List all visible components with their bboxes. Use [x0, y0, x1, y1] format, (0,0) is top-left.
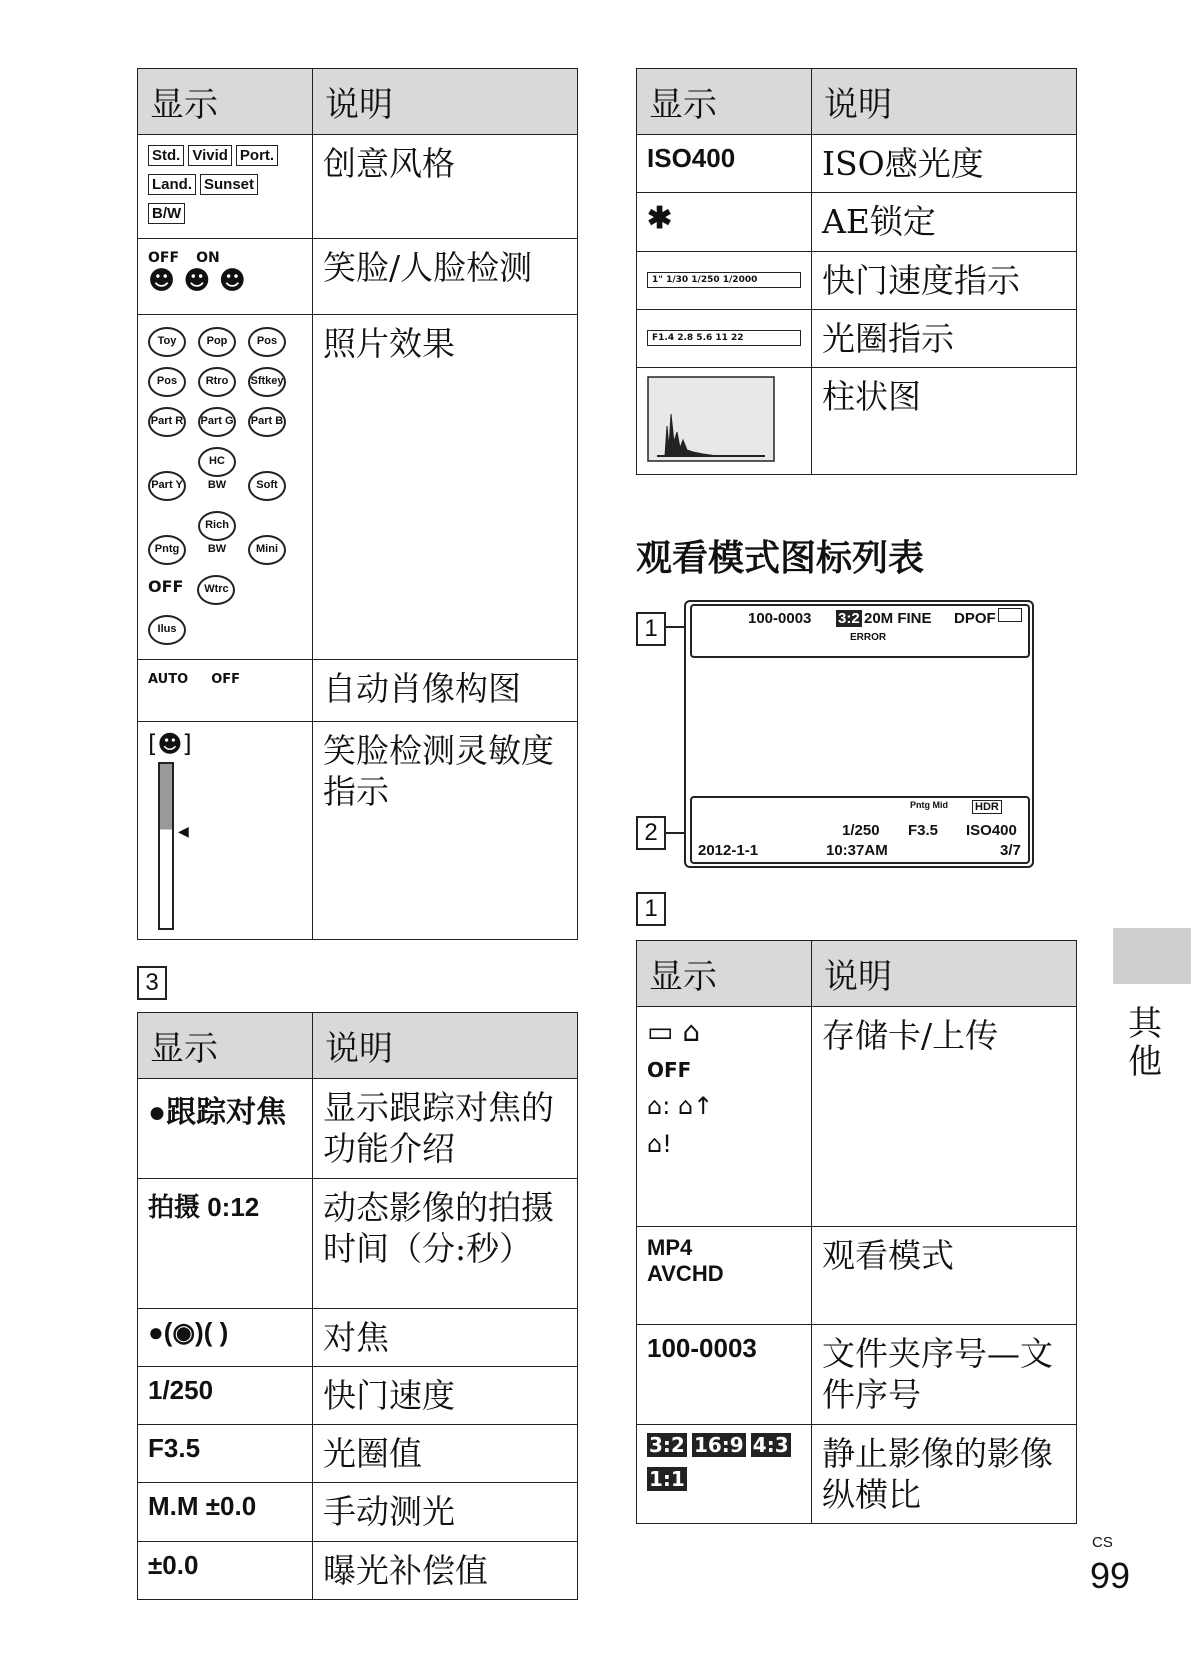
screen-dpof: DPOF: [954, 610, 996, 627]
aperture-indicator: F1.4 2.8 5.6 11 22: [637, 309, 812, 367]
playback-info-table: [636, 940, 1077, 1524]
picture-effect-icons: [138, 315, 313, 660]
shutter-indicator: 1" 1/30 1/250 1/2000: [637, 251, 812, 309]
header-display-4: 显示: [637, 941, 812, 1007]
upload-icons: ⌂: ⌂↑: [647, 1092, 714, 1120]
histogram-image: [637, 368, 812, 475]
upload-off-icon: OFF: [647, 1058, 692, 1082]
screen-pntg: Pntg Mid: [910, 800, 948, 810]
side-tab-label: 其他: [1128, 1004, 1162, 1082]
screen-error: ERROR: [850, 632, 887, 643]
screen-label-1: 1: [636, 612, 666, 646]
aspect-3-2-icon: 3:2: [649, 1432, 685, 1457]
auto-portrait-auto-icon: AUTO: [148, 672, 189, 687]
focus-desc: 对焦: [313, 1308, 578, 1366]
header-desc-2: 说明: [313, 1013, 578, 1079]
aspect-icons: [637, 1424, 812, 1524]
header-desc: 说明: [313, 69, 578, 135]
picture-effect-desc: 照片效果: [313, 315, 578, 660]
left-column: [137, 68, 578, 1600]
mini-icon: Mini: [248, 535, 286, 565]
aspect-1-1-icon: 1:1: [649, 1466, 685, 1491]
screen-label-2: 2: [636, 816, 666, 850]
aperture-desc: 光圈值: [313, 1425, 578, 1483]
part-y-icon: Part Y: [148, 471, 186, 501]
battery-icon: [998, 608, 1022, 622]
manual-metering-desc: 手动测光: [313, 1483, 578, 1541]
screen-image-size: 20M FINE: [864, 610, 932, 627]
rec-time-key: 拍摄 0:12: [138, 1178, 313, 1308]
screen-count: 3/7: [1000, 842, 1021, 859]
manual-metering-key: M.M ±0.0: [138, 1483, 313, 1541]
aperture-indicator-desc: 光圈指示: [812, 309, 1077, 367]
toy-icon: Toy: [148, 327, 186, 357]
avchd-icon: AVCHD: [647, 1261, 724, 1286]
aspect-desc: 静止影像的影像纵横比: [812, 1424, 1077, 1524]
effect-off-icon: OFF: [148, 577, 184, 596]
header-desc-4: 说明: [812, 941, 1077, 1007]
ae-lock-desc: AE锁定: [812, 193, 1077, 251]
auto-portrait-off-icon: OFF: [211, 672, 241, 687]
watercolor-icon: Wtrc: [197, 575, 235, 605]
part-b-icon: Part B: [248, 407, 286, 437]
view-mode-desc: 观看模式: [812, 1227, 1077, 1325]
header-display-2: 显示: [138, 1013, 313, 1079]
part-g-icon: Part G: [198, 407, 236, 437]
hc-bw-icon: HC BW: [198, 447, 236, 477]
iso-desc: ISO感光度: [812, 135, 1077, 193]
pos-icon: Pos: [248, 327, 286, 357]
tracking-focus-key: ●跟踪对焦: [138, 1079, 313, 1179]
land-icon: Land.: [148, 174, 196, 195]
part-r-icon: Part R: [148, 407, 186, 437]
focus-key: ●(◉)( ): [138, 1308, 313, 1366]
screen-aspect: 3:2: [838, 610, 860, 627]
screen-file-number: 100-0003: [748, 610, 812, 627]
header-display-3: 显示: [637, 69, 812, 135]
smile-sensitivity-icon: [☻] ◀: [138, 722, 313, 940]
rich-bw-icon: Rich BW: [198, 511, 236, 541]
header-display: 显示: [138, 69, 313, 135]
screen-hdr: HDR: [972, 800, 1002, 814]
page-code: CS: [1092, 1534, 1113, 1551]
right-column: [636, 68, 1077, 475]
pop-icon: Pop: [198, 327, 236, 357]
vivid-icon: Vivid: [188, 145, 232, 166]
pntg-icon: Pntg: [148, 535, 186, 565]
screen-aperture: F3.5: [908, 822, 939, 839]
section1-label: 1: [636, 892, 666, 926]
iso-key: ISO400: [637, 135, 812, 193]
aspect-4-3-icon: 4:3: [752, 1432, 789, 1457]
screen-time: 10:37AM: [826, 842, 888, 859]
auto-portrait-desc: 自动肖像构图: [313, 660, 578, 722]
side-tab: [1113, 928, 1191, 984]
aspect-16-9-icon: 16:9: [693, 1432, 744, 1457]
memory-card-icons: [637, 1007, 812, 1227]
face-off-icon: OFF: [148, 250, 180, 266]
std-icon: Std.: [148, 145, 184, 166]
face-on-icon: ON: [196, 250, 220, 266]
page-number: 99: [1090, 1555, 1131, 1596]
folder-file-key: 100-0003: [637, 1325, 812, 1425]
smile-sensitivity-desc: 笑脸检测灵敏度指示: [313, 722, 578, 940]
face-detect-desc: 笑脸/人脸检测: [313, 239, 578, 315]
soft-icon: Soft: [248, 471, 286, 501]
screen-iso: ISO400: [966, 822, 1017, 839]
shutter-key: 1/250: [138, 1366, 313, 1424]
shutter-desc: 快门速度: [313, 1366, 578, 1424]
port-icon: Port.: [236, 145, 278, 166]
smile-icon: ☻ ☻ ☻: [148, 266, 246, 296]
rec-time-desc: 动态影像的拍摄时间（分:秒）: [313, 1178, 578, 1308]
face-detect-icons: [138, 239, 313, 315]
mp4-icon: MP4: [647, 1235, 693, 1260]
illustration-icon: Ilus: [148, 615, 186, 645]
tracking-focus-desc: 显示跟踪对焦的功能介绍: [313, 1079, 578, 1179]
playback-screen-diagram: [636, 600, 1077, 870]
folder-file-desc: 文件夹序号—文件序号: [812, 1325, 1077, 1425]
auto-portrait-icons: [138, 660, 313, 722]
screen-shutter: 1/250: [842, 822, 880, 839]
ae-lock-icon: ✱: [637, 193, 812, 251]
retro-icon: Rtro: [198, 367, 236, 397]
indicator-table: [636, 68, 1077, 475]
creative-table: [137, 68, 578, 940]
shooting-info-table: [137, 1012, 578, 1600]
sunset-icon: Sunset: [200, 174, 258, 195]
bw-icon: B/W: [148, 203, 185, 224]
memory-card-icon: ▭ ⌂: [647, 1015, 701, 1048]
aperture-key: F3.5: [138, 1425, 313, 1483]
creative-style-icons: [138, 135, 313, 239]
header-desc-3: 说明: [812, 69, 1077, 135]
pos-bw-icon: Pos: [148, 367, 186, 397]
shutter-indicator-desc: 快门速度指示: [812, 251, 1077, 309]
screen-date: 2012-1-1: [698, 842, 759, 859]
upload-error-icon: ⌂!: [647, 1130, 672, 1158]
section-title: 观看模式图标列表: [636, 537, 925, 578]
creative-style-desc: 创意风格: [313, 135, 578, 239]
memory-card-desc: 存储卡/上传: [812, 1007, 1077, 1227]
exposure-comp-desc: 曝光补偿值: [313, 1541, 578, 1599]
section3-label: 3: [137, 966, 167, 1000]
view-mode-icons: [637, 1227, 812, 1325]
histogram-desc: 柱状图: [812, 368, 1077, 475]
exposure-comp-key: ±0.0: [138, 1541, 313, 1599]
soft-key-icon: Sftkey: [248, 367, 286, 397]
